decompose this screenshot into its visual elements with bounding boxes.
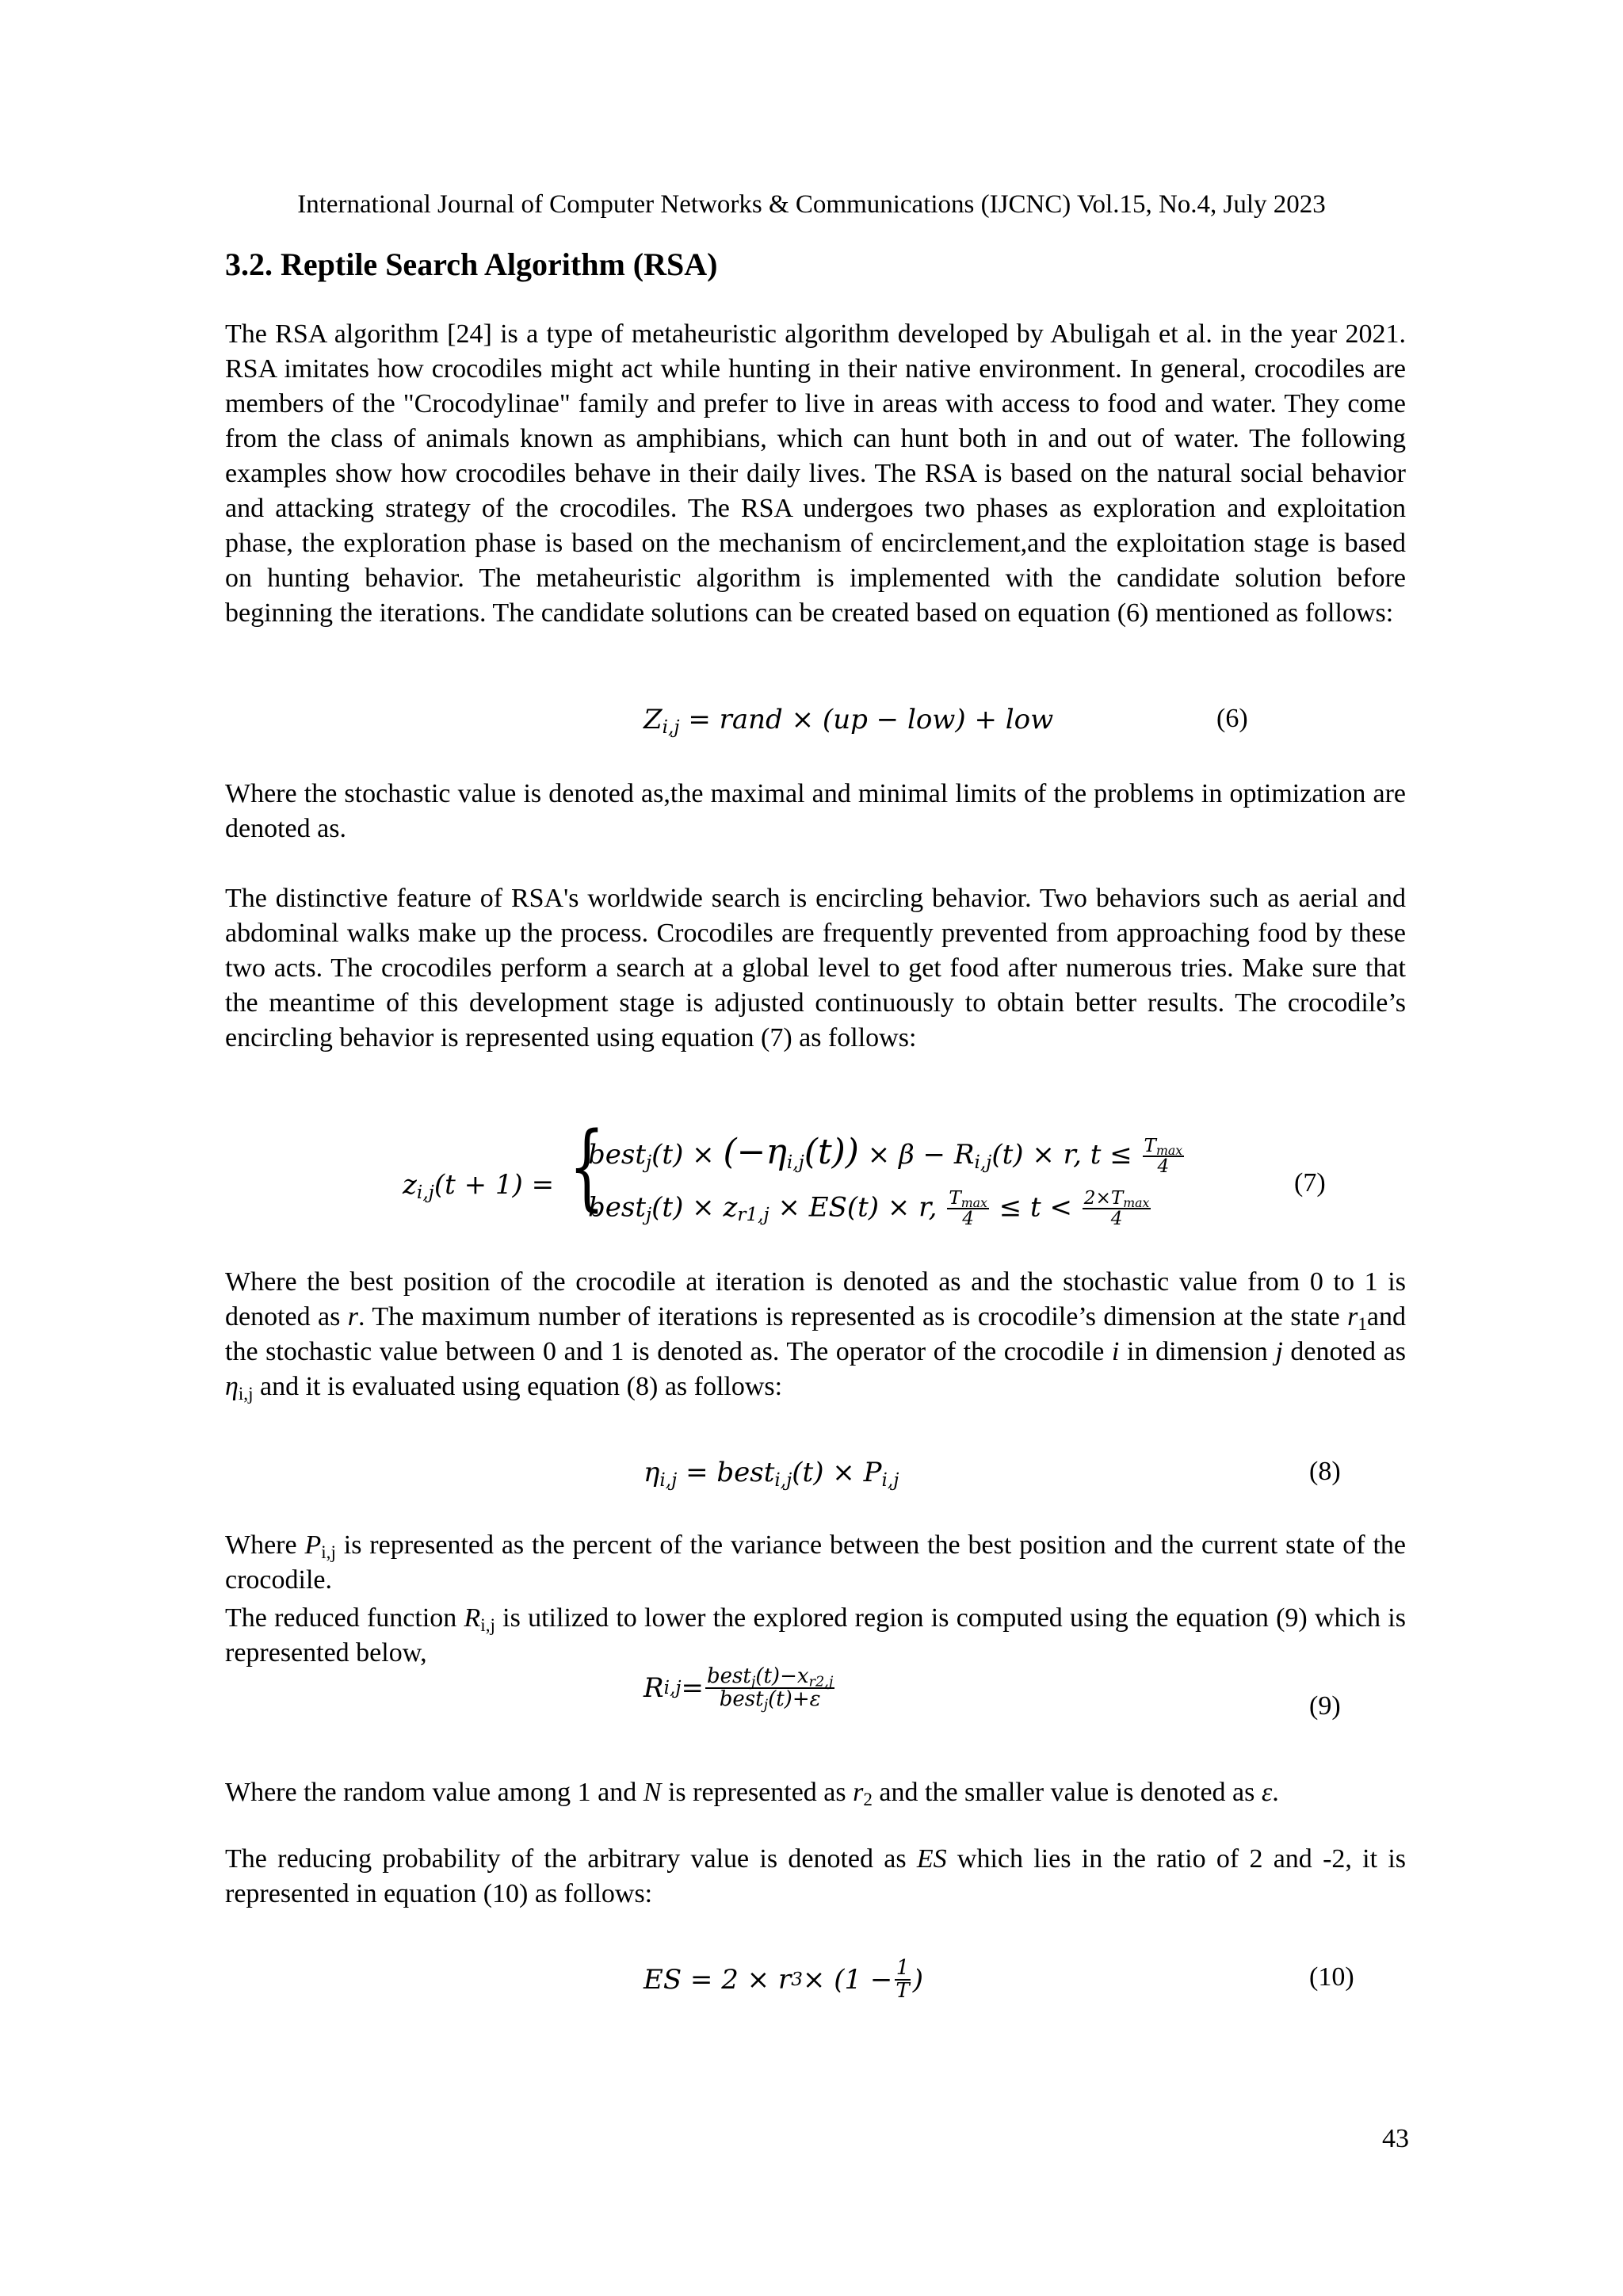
equation-8: $\eta_{i,j}$ = best$_{i,j}$(t) × $P_{i,j}$ bbox=[643, 1457, 899, 1491]
equation-6: $Z_{i,j}$ = rand × (up − low) + low bbox=[643, 704, 1054, 738]
paragraph-rsa-intro: The RSA algorithm [24] is a type of metaheuristic algorithm developed by Abuligah et al. in the year 2021. RSA imitates how crocodiles might act while hunting in their native environment. In general, crocodiles are members of the "Crocodylinae" family and prefer to live in areas with access to food and water. They come from the class of animals known as amphibians, which can hunt both in and out of water. The following examples show how crocodiles behave in their daily lives. The RSA is based on the natural social behavior and attacking strategy of the crocodiles. The RSA undergoes two phases as exploration and exploitation phase, the exploration phase is based on the mechanism of encirclement,and the exploitation stage is based on hunting behavior. The metaheuristic algorithm is implemented with the candidate solution before beginning the iterations. The candidate solutions can be created based on equation (6) mentioned as follows: bbox=[225, 319, 1406, 628]
paragraph-reducing-probability: The reducing probability of the arbitrary value is denoted as ES which lies in the ratio of 2 and -2, it is represented in equation (10) as follows: bbox=[225, 1844, 1406, 1908]
page-number: 43 bbox=[1382, 2124, 1409, 2153]
paragraph-best-position: Where the best position of the crocodile at iteration is denoted as and the stochastic value from 0 to 1 is denoted as r. The maximum number of iterations is represented as is crocodile’s dimension at the state $r_1and$ the stochastic value between 0 and 1 is denoted as. The operator of the crocodile i in dimension j denoted as $\eta_{i,j}$ and it is evaluated using equation (8) as follows: bbox=[225, 1267, 1407, 1404]
equation-7-number: (7) bbox=[1294, 1168, 1326, 1198]
paragraph-encircling: The distinctive feature of RSA's worldwide search is encircling behavior. Two behaviors such as aerial and abdominal walks make up the process. Crocodiles are frequently prevented from approaching food by these two acts. The crocodiles perform a search at a global level to get food after numerous tries. Make sure that the meantime of this development stage is adjusted continuously to obtain better results. The crocodile’s encircling behavior is represented using equation (7) as follows: bbox=[225, 884, 1406, 1052]
equation-9: R i,j = $\frac{best_j(t)-x_{r2,j}}{best_j(t)+\varepsilon}$ bbox=[643, 1664, 834, 1713]
section-title: 3.2. Reptile Search Algorithm (RSA) bbox=[225, 246, 718, 282]
paragraph-reduced-function: The reduced function $R_{i,j}$ is utilized to lower the explored region is computed using the equation (9) which is represented below, bbox=[225, 1603, 1406, 1668]
paragraph-stochastic-note: Where the stochastic value is denoted as,the maximal and minimal limits of the problems in optimization are denoted as. bbox=[225, 779, 1406, 843]
equation-8-number: (8) bbox=[1309, 1457, 1341, 1486]
journal-header: International Journal of Computer Networks & Communications (IJCNC) Vol.15, No.4, July 2023 bbox=[297, 190, 1326, 219]
equation-9-number: (9) bbox=[1309, 1691, 1341, 1721]
equation-7-case-2: best$_j$(t) × $z_{r1,j} \times ES(t) \times r$, $\frac{T_{max}}{4}$ ≤ t < $\frac{2\times T_{max}}{4}$ bbox=[588, 1188, 1150, 1230]
equation-10: ES = 2 × r 3 × (1 − $\frac{1}{T}$ ) bbox=[643, 1956, 924, 2004]
equation-10-number: (10) bbox=[1309, 1962, 1354, 1992]
paragraph-random-value: Where the random value among 1 and N is represented as $r_2$ and the smaller value is denoted as ε. bbox=[225, 1778, 1279, 1810]
equation-7-case-1: best$_j$(t) × $(-\eta_{i,j}(t)) \times \beta - R_{i,j}(t) \times r$, t ≤ $\frac{T_{max}}{4}$ bbox=[588, 1132, 1183, 1177]
equation-7-brace: { bbox=[569, 1111, 605, 1221]
equation-7-lhs: $z_{i,j}(t + 1)$ = bbox=[403, 1169, 555, 1203]
equation-6-number: (6) bbox=[1216, 704, 1248, 733]
paragraph-percent-variance: Where $P_{i,j}$ is represented as the percent of the variance between the best position and the current state of the crocodile. bbox=[225, 1530, 1406, 1595]
